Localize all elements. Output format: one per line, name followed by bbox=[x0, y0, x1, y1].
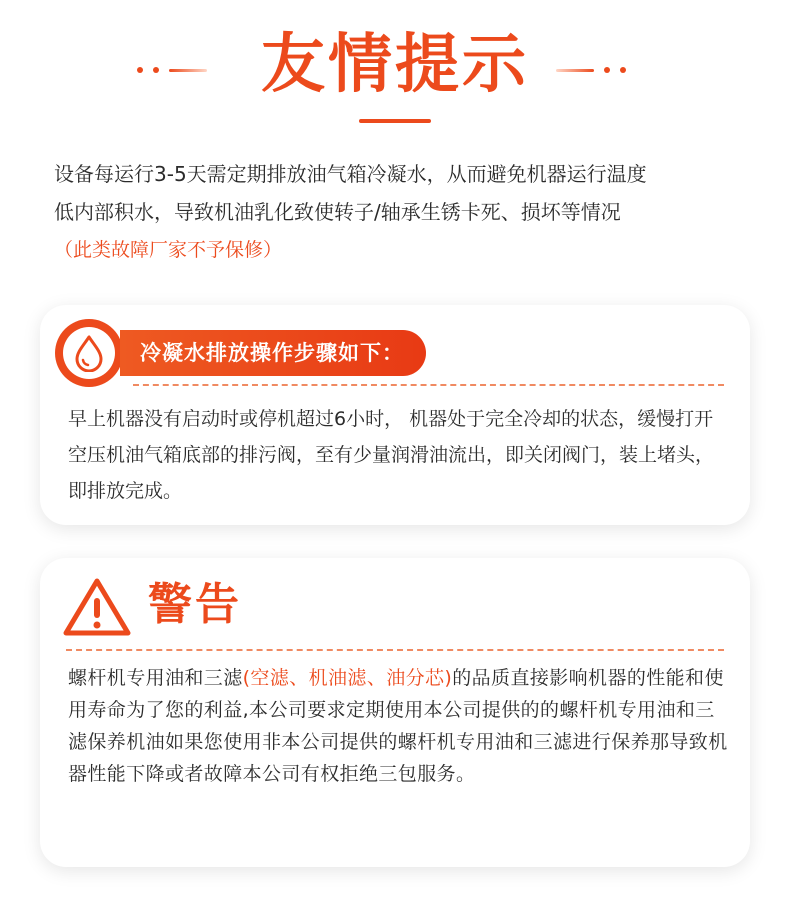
drop-badge bbox=[55, 319, 123, 387]
filter-highlight: (空滤、机油滤、油分芯) bbox=[242, 667, 453, 689]
water-drop-icon bbox=[72, 334, 106, 372]
warning-text-start: 螺杆机专用油和三滤 bbox=[68, 667, 243, 689]
warning-heading: 警告 bbox=[148, 579, 242, 630]
decor-dot bbox=[620, 67, 626, 73]
drain-steps-card bbox=[40, 305, 750, 525]
dashed-divider bbox=[66, 649, 724, 651]
page-title: 友情提示 bbox=[261, 28, 529, 102]
warning-text-end: 的品质直接影响机器的性能和使用寿命为了您的利益,本公司要求定期使用本公司提供的的螺杆机专用油和三滤保养机油如果您使用非本公司提供的螺杆机专用油和三滤进行保养那导致机器性能下降或者故障本公司有权拒绝三包服务。 bbox=[68, 667, 728, 785]
intro-line: 低内部积水，导致机油乳化致使转子/轴承生锈卡死、损坏等情况 bbox=[54, 200, 621, 224]
decor-line bbox=[556, 69, 594, 72]
dashed-divider bbox=[133, 384, 724, 386]
drain-steps-text: 早上机器没有启动时或停机超过6小时， 机器处于完全冷却的状态，缓慢打开空压机油气箱底部的排污阀，至有少量润滑油流出，即关闭阀门，装上堵头，即排放完成。 bbox=[68, 408, 715, 502]
title-underline bbox=[359, 119, 431, 123]
warning-text bbox=[68, 662, 728, 790]
header bbox=[0, 0, 790, 130]
warning-triangle-icon bbox=[62, 576, 132, 638]
warranty-note: （此类故障厂家不予保修） bbox=[54, 239, 283, 261]
intro-line: 设备每运行3-5天需定期排放油气箱冷凝水，从而避免机器运行温度 bbox=[54, 162, 647, 186]
intro-paragraph bbox=[54, 155, 754, 269]
decor-dot bbox=[604, 67, 610, 73]
title-decoration-right bbox=[556, 67, 626, 73]
drain-steps-heading: 冷凝水排放操作步骤如下： bbox=[120, 330, 426, 376]
warning-card bbox=[40, 558, 750, 867]
